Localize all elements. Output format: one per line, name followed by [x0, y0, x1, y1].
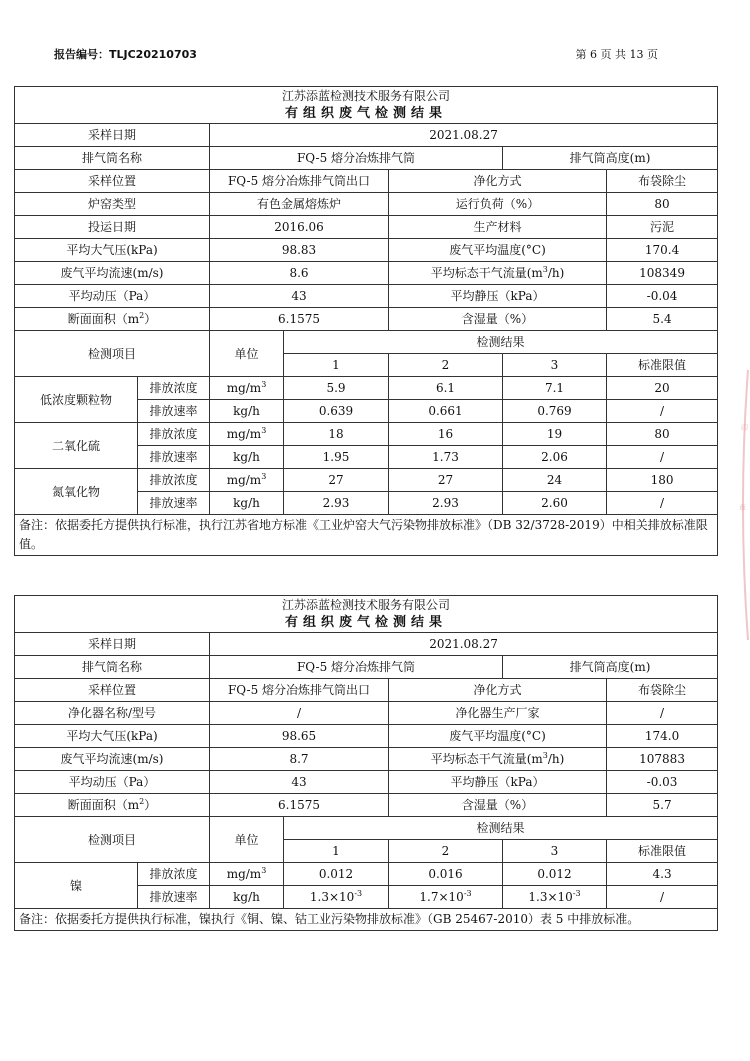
- conc-label: 排放浓度: [138, 863, 210, 886]
- ni-rate-2: $1.7\times 10^{-3}$: [389, 886, 503, 909]
- emission-table-2: [14, 595, 718, 931]
- svg-text:印: 印: [741, 424, 748, 432]
- sampling-date-label: 采样日期: [15, 633, 210, 656]
- stack-name-label: 排气筒名称: [15, 147, 210, 170]
- nox-conc-3: 24: [503, 469, 607, 492]
- rate-label: 排放速率: [138, 492, 210, 515]
- commission-label: 投运日期: [15, 216, 210, 239]
- unit-rate: kg/h: [210, 400, 284, 423]
- stack-height-label: 排气筒高度(m): [503, 656, 718, 679]
- page-indicator: 第 6 页 共 13 页: [575, 48, 658, 61]
- area-label: 断面面积$(m^2)$: [15, 308, 210, 331]
- flow-label: 平均标态干气流量$(m^3/h)$: [389, 262, 607, 285]
- org-name: 江苏添蓝检测技术服务有限公司: [282, 89, 451, 103]
- kiln-type-value: 有色金属熔炼炉: [210, 193, 389, 216]
- ni-rate-limit: /: [607, 886, 718, 909]
- unit-conc: $mg/m^3$: [210, 863, 284, 886]
- item-label: 检测项目: [15, 331, 210, 377]
- rate-label: 排放速率: [138, 886, 210, 909]
- nox-conc-1: 27: [284, 469, 389, 492]
- area-value: 6.1575: [210, 308, 389, 331]
- nox-rate-limit: /: [607, 492, 718, 515]
- temp-label: 废气平均温度(°C): [389, 239, 607, 262]
- table-header: [15, 596, 718, 633]
- so2-conc-limit: 80: [607, 423, 718, 446]
- location-label: 采样位置: [15, 170, 210, 193]
- velocity-label: 废气平均流速(m/s): [15, 262, 210, 285]
- ni-rate-1: $1.3\times 10^{-3}$: [284, 886, 389, 909]
- pollutant-nox: 氮氧化物: [15, 469, 138, 515]
- flow-value: 107883: [607, 748, 718, 771]
- load-value: 80: [607, 193, 718, 216]
- nox-rate-2: 2.93: [389, 492, 503, 515]
- temp-label: 废气平均温度(°C): [389, 725, 607, 748]
- col-1-header: 1: [284, 354, 389, 377]
- stack-name-value: FQ-5 熔分冶炼排气筒: [210, 656, 503, 679]
- material-label: 生产材料: [389, 216, 607, 239]
- ni-conc-1: 0.012: [284, 863, 389, 886]
- pm-conc-2: 6.1: [389, 377, 503, 400]
- pm-rate-3: 0.769: [503, 400, 607, 423]
- unit-label: 单位: [210, 817, 284, 863]
- temp-value: 174.0: [607, 725, 718, 748]
- maker-value: /: [607, 702, 718, 725]
- purifier-value: /: [210, 702, 389, 725]
- location-value: FQ-5 熔分冶炼排气筒出口: [210, 679, 389, 702]
- static-pressure-value: -0.03: [607, 771, 718, 794]
- velocity-value: 8.6: [210, 262, 389, 285]
- rate-label: 排放速率: [138, 400, 210, 423]
- unit-label: 单位: [210, 331, 284, 377]
- unit-conc: $mg/m^3$: [210, 423, 284, 446]
- rate-label: 排放速率: [138, 446, 210, 469]
- unit-conc: $mg/m^3$: [210, 377, 284, 400]
- material-value: 污泥: [607, 216, 718, 239]
- unit-conc: $mg/m^3$: [210, 469, 284, 492]
- moisture-value: 5.4: [607, 308, 718, 331]
- static-pressure-label: 平均静压（kPa）: [389, 771, 607, 794]
- stack-height-label: 排气筒高度(m): [503, 147, 718, 170]
- pollutant-so2: 二氧化硫: [15, 423, 138, 469]
- nox-rate-3: 2.60: [503, 492, 607, 515]
- ni-conc-2: 0.016: [389, 863, 503, 886]
- dyn-pressure-value: 43: [210, 285, 389, 308]
- purify-label: 净化方式: [389, 170, 607, 193]
- pm-conc-limit: 20: [607, 377, 718, 400]
- unit-rate: kg/h: [210, 446, 284, 469]
- sampling-date-label: 采样日期: [15, 124, 210, 147]
- pm-rate-2: 0.661: [389, 400, 503, 423]
- ni-conc-3: 0.012: [503, 863, 607, 886]
- col-3-header: 3: [503, 354, 607, 377]
- moisture-label: 含湿量（%）: [389, 794, 607, 817]
- so2-conc-1: 18: [284, 423, 389, 446]
- pressure-value: 98.65: [210, 725, 389, 748]
- nox-rate-1: 2.93: [284, 492, 389, 515]
- sampling-date-value: 2021.08.27: [210, 633, 718, 656]
- moisture-value: 5.7: [607, 794, 718, 817]
- location-label: 采样位置: [15, 679, 210, 702]
- velocity-label: 废气平均流速(m/s): [15, 748, 210, 771]
- commission-value: 2016.06: [210, 216, 389, 239]
- ni-rate-3: $1.3\times 10^{-3}$: [503, 886, 607, 909]
- ni-conc-limit: 4.3: [607, 863, 718, 886]
- col-3-header: 3: [503, 840, 607, 863]
- moisture-label: 含湿量（%）: [389, 308, 607, 331]
- area-label: 断面面积$(m^2)$: [15, 794, 210, 817]
- dyn-pressure-label: 平均动压（Pa）: [15, 285, 210, 308]
- stack-name-value: FQ-5 熔分冶炼排气筒: [210, 147, 503, 170]
- conc-label: 排放浓度: [138, 423, 210, 446]
- pm-rate-limit: /: [607, 400, 718, 423]
- flow-label: 平均标态干气流量$(m^3/h)$: [389, 748, 607, 771]
- so2-rate-1: 1.95: [284, 446, 389, 469]
- pm-conc-1: 5.9: [284, 377, 389, 400]
- dyn-pressure-label: 平均动压（Pa）: [15, 771, 210, 794]
- svg-text:章: 章: [739, 504, 746, 512]
- table-header: [15, 87, 718, 124]
- seal-stamp-edge: [736, 370, 750, 640]
- location-value: FQ-5 熔分冶炼排气筒出口: [210, 170, 389, 193]
- col-1-header: 1: [284, 840, 389, 863]
- limit-header: 标准限值: [607, 354, 718, 377]
- maker-label: 净化器生产厂家: [389, 702, 607, 725]
- pollutant-pm: 低浓度颗粒物: [15, 377, 138, 423]
- purifier-label: 净化器名称/型号: [15, 702, 210, 725]
- purify-value: 布袋除尘: [607, 170, 718, 193]
- col-2-header: 2: [389, 354, 503, 377]
- pollutant-ni: 镍: [15, 863, 138, 909]
- pressure-label: 平均大气压(kPa): [15, 725, 210, 748]
- purify-label: 净化方式: [389, 679, 607, 702]
- nox-conc-limit: 180: [607, 469, 718, 492]
- note-text: 备注：依据委托方提供执行标准，镍执行《铜、镍、钴工业污染物排放标准》（GB 25467-2010）表 5 中排放标准。: [15, 909, 718, 931]
- stack-name-label: 排气筒名称: [15, 656, 210, 679]
- results-label: 检测结果: [284, 331, 718, 354]
- temp-value: 170.4: [607, 239, 718, 262]
- pm-rate-1: 0.639: [284, 400, 389, 423]
- velocity-value: 8.7: [210, 748, 389, 771]
- flow-value: 108349: [607, 262, 718, 285]
- so2-conc-2: 16: [389, 423, 503, 446]
- dyn-pressure-value: 43: [210, 771, 389, 794]
- static-pressure-label: 平均静压（kPa）: [389, 285, 607, 308]
- conc-label: 排放浓度: [138, 377, 210, 400]
- so2-rate-3: 2.06: [503, 446, 607, 469]
- static-pressure-value: -0.04: [607, 285, 718, 308]
- emission-table-1: [14, 86, 718, 556]
- purify-value: 布袋除尘: [607, 679, 718, 702]
- pressure-value: 98.83: [210, 239, 389, 262]
- col-2-header: 2: [389, 840, 503, 863]
- unit-rate: kg/h: [210, 492, 284, 515]
- table-title: 有组织废气检测结果: [285, 106, 448, 121]
- sampling-date-value: 2021.08.27: [210, 124, 718, 147]
- so2-conc-3: 19: [503, 423, 607, 446]
- report-number: 报告编号：TLJC20210703: [54, 48, 197, 61]
- kiln-type-label: 炉窑类型: [15, 193, 210, 216]
- load-label: 运行负荷（%）: [389, 193, 607, 216]
- results-label: 检测结果: [284, 817, 718, 840]
- org-name: 江苏添蓝检测技术服务有限公司: [282, 598, 451, 612]
- unit-rate: kg/h: [210, 886, 284, 909]
- limit-header: 标准限值: [607, 840, 718, 863]
- nox-conc-2: 27: [389, 469, 503, 492]
- area-value: 6.1575: [210, 794, 389, 817]
- pressure-label: 平均大气压(kPa): [15, 239, 210, 262]
- so2-rate-limit: /: [607, 446, 718, 469]
- so2-rate-2: 1.73: [389, 446, 503, 469]
- conc-label: 排放浓度: [138, 469, 210, 492]
- item-label: 检测项目: [15, 817, 210, 863]
- pm-conc-3: 7.1: [503, 377, 607, 400]
- note-text: 备注：依据委托方提供执行标准，执行江苏省地方标准《工业炉窑大气污染物排放标准》（DB 32/3728-2019）中相关排放标准限值。: [15, 515, 718, 556]
- table-title: 有组织废气检测结果: [285, 615, 448, 630]
